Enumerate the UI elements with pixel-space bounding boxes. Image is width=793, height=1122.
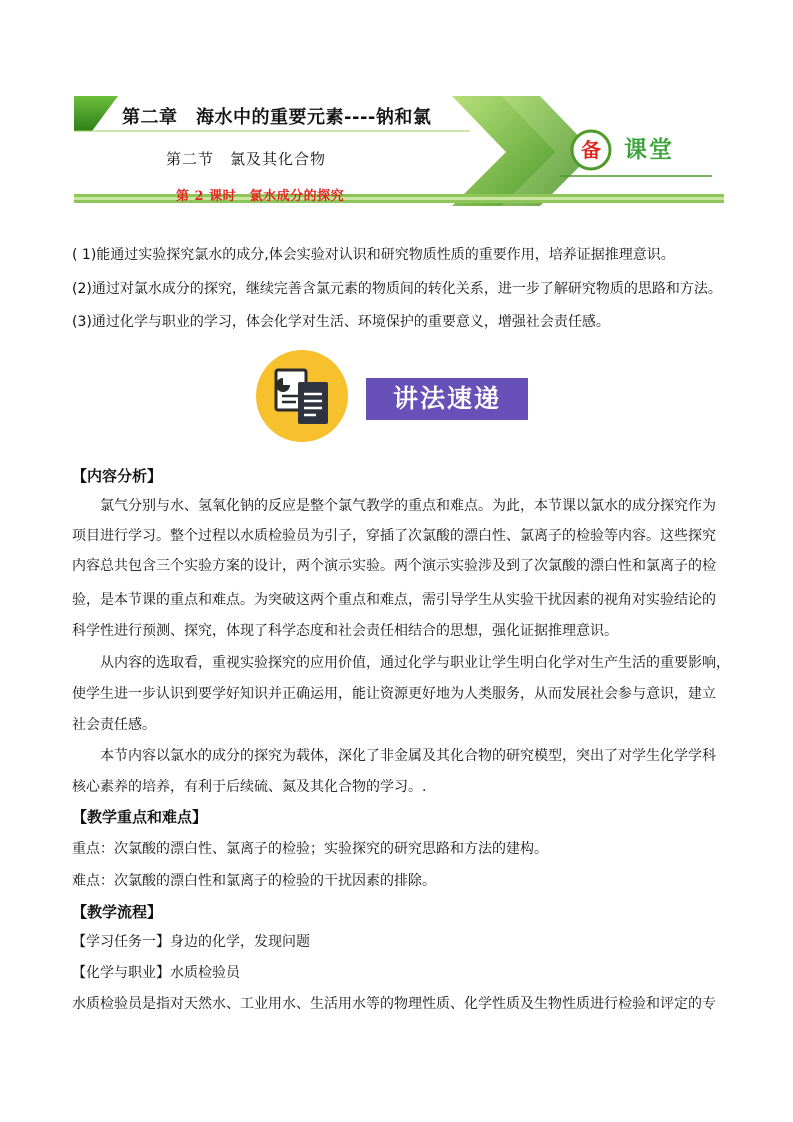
para2-line: 社会责任感。 — [72, 717, 156, 733]
objective-3: (3)通过化学与职业的学习，体会化学对生活、环境保护的重要意义，增强社会责任感。 — [72, 314, 610, 330]
method-banner: 讲法速递 — [366, 378, 528, 420]
para2-line: 从内容的选取看，重视实验探究的应用价值，通过化学与职业让学生明白化学对生产生活的重要影响， — [72, 655, 730, 671]
corner-wedge — [74, 96, 118, 131]
task1-label: 【学习任务一】 — [72, 934, 170, 950]
badge-char: 备 — [581, 138, 601, 162]
header-banner — [0, 0, 793, 215]
task1-line — [72, 932, 722, 952]
document-icon — [250, 348, 356, 444]
career-text: 水质检验员 — [170, 965, 240, 981]
career-description: 水质检验员是指对天然水、工业用水、生活用水等的物理性质、化学性质及生物性质进行检验和评定的专 — [72, 996, 716, 1012]
flow-heading: 【教学流程】 — [72, 903, 163, 921]
chapter-title: 第二章 海水中的重要元素----钠和氯 — [122, 107, 432, 128]
para3-line: 核心素养的培养，有利于后续硫、氮及其化合物的学习。. — [72, 779, 427, 795]
badge-text: 课堂 — [624, 137, 674, 163]
objective-2: (2)通过对氯水成分的探究，继续完善含氯元素的物质间的转化关系，进一步了解研究物质的思路和方法。 — [72, 281, 722, 297]
para1-line: 内容总共包含三个实验方案的设计，两个演示实验。两个演示实验涉及到了次氯酸的漂白性和氯离子的检 — [72, 558, 716, 574]
key-points-heading: 【教学重点和难点】 — [72, 808, 208, 826]
difficult-point: 难点：次氯酸的漂白性和氯离子的检验的干扰因素的排除。 — [72, 873, 436, 889]
para1-line: 验，是本节课的重点和难点。为突破这两个重点和难点，需引导学生从实验干扰因素的视角对实验结论的 — [72, 592, 716, 608]
objective-1: ( 1)能通过实验探究氯水的成分,体会实验对认识和研究物质性质的重要作用，培养证据推理意识。 — [72, 247, 675, 263]
task1-text: 身边的化学，发现问题 — [170, 934, 310, 950]
para1-line: 项目进行学习。整个过程以水质检验员为引子，穿插了次氯酸的漂白性、氯离子的检验等内容。这些探究 — [72, 528, 716, 544]
lesson-title: 第 2 课时 氯水成分的探究 — [176, 189, 345, 204]
para1-line: 科学性进行预测、探究，体现了科学态度和社会责任相结合的思想，强化证据推理意识。 — [72, 623, 618, 639]
section-title: 第二节 氯及其化合物 — [166, 150, 327, 168]
key-point: 重点：次氯酸的漂白性、氯离子的检验；实验探究的研究思路和方法的建构。 — [72, 841, 548, 857]
para1-line: 氯气分别与水、氢氧化钠的反应是整个氯气教学的重点和难点。为此，本节课以氯水的成分探究作为 — [72, 498, 716, 514]
content-analysis-heading: 【内容分析】 — [72, 467, 163, 485]
para3-line: 本节内容以氯水的成分的探究为载体，深化了非金属及其化合物的研究模型，突出了对学生化学学科 — [72, 748, 716, 764]
career-label: 【化学与职业】 — [72, 965, 170, 981]
career-line — [72, 963, 722, 983]
para2-line: 使学生进一步认识到要学好知识并正确运用，能让资源更好地为人类服务，从而发展社会参与意识，建立 — [72, 686, 716, 702]
